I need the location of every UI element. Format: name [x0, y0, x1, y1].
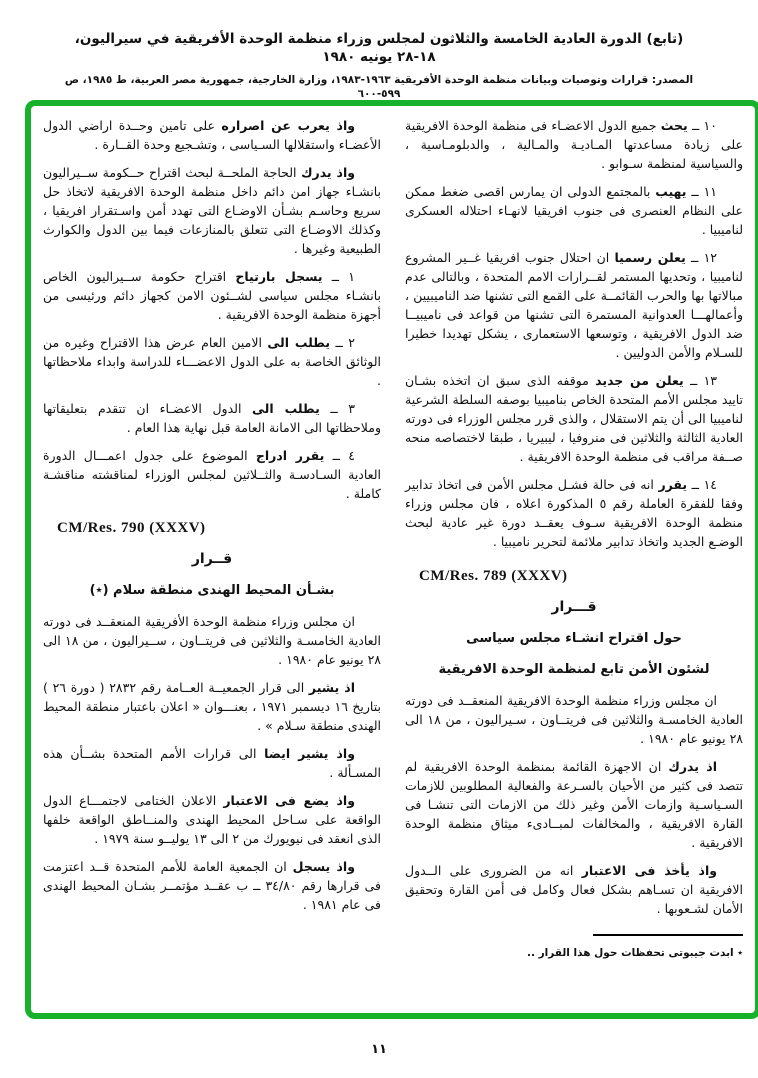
item-lead: واذ يأخذ فى الاعتبار: [581, 863, 717, 878]
item-text: ان الاجهزة القائمة بمنظمة الوحدة الافريقية لم تتصد فى كثير من الأحيان بالسـرعة والفعالية المطلوبين للازمات السـياسـية وازمات الأمن وغير ذلك من الازمات التى تنشـا فى القارة الافريقية ، والمخالفات لمبــادىء ميثاق منظمة الوحدة الافريقية .: [405, 759, 743, 850]
column-left: [43, 116, 381, 1013]
item-text: اقتراح حكومة ســيراليون الخاص بانشـاء مجلس سياسى لشــئون الامن كجهاز دائم ورئيسى من أجهزة منظمة الوحدة الافريقية .: [43, 269, 381, 322]
resolution-reference-790: CM/Res. 790 (XXXV): [57, 520, 206, 536]
item-text: الموضوع على جدول اعمـــال الدورة العادية السـادسـة والثــلاثين لمجلس الوزراء لمناقشته مناقشـة كاملة .: [43, 448, 381, 501]
preamble-paragraph: [43, 857, 381, 914]
resolution-paragraph-12: [405, 248, 743, 362]
preamble-paragraph: [43, 163, 381, 258]
item-text: انه فى حالة فشـل مجلس الأمن فى اتخاذ تدابير وفقا للفقرة العاملة رقم ٥ المذكورة اعلاه ، فان مجلس وزراء منظمة الوحدة الافريقية سـوف يعقــد دورة غير عادية لبحث الوضـع الجديد واتخاذ تدابير ملائمة لتحرير ناميبيا .: [405, 477, 743, 549]
preamble-paragraph: [43, 678, 381, 735]
column-right: [405, 116, 743, 1013]
resolution-reference-789: CM/Res. 789 (XXXV): [419, 568, 568, 584]
item-lead: واذ يضع فى الاعتبار: [223, 793, 355, 808]
resolution-paragraph-14: [405, 475, 743, 551]
item-number: ١١ ــ: [686, 184, 717, 199]
item-lead: يسجل بارتياح: [235, 269, 323, 284]
preamble-paragraph: [405, 691, 743, 748]
page-number: ١١: [371, 1042, 387, 1057]
item-number: ١٠ ــ: [687, 118, 717, 133]
item-number: ٣ ــ: [319, 401, 355, 416]
footnote-separator: [593, 934, 743, 936]
item-text: الى قرارات الأمم المتحدة بشــأن هذه المسـألة .: [43, 746, 381, 780]
resolution-title: قـــرار: [551, 599, 597, 615]
item-lead: اذ يشير: [308, 680, 355, 695]
item-lead: يقرر: [658, 477, 688, 492]
footnote-text: ٭ ابدت جيبوتى تحفظات حول هذا القرار ..: [526, 947, 743, 959]
preamble-paragraph: [405, 861, 743, 918]
header-source-line: المصدر: قرارات وتوصيات وبيانات منظمة الوحدة الأفريقية ١٩٦٣-١٩٨٣، وزارة الخارجية، جمهورية مصر العربية، ط ١٩٨٥، ص ٥٩٩-٦٠٠: [64, 74, 694, 100]
page-header: [55, 30, 703, 101]
item-lead: يعلن من جديد: [595, 373, 684, 388]
item-number: ١٤ ــ: [687, 477, 717, 492]
resolution-paragraph-10: [405, 116, 743, 173]
item-number: ٤ ــ: [324, 448, 355, 463]
preamble-paragraph: [405, 757, 743, 852]
item-lead: يحث: [660, 118, 688, 133]
item-text: انه من الضرورى على الــدول الافريقية ان تسـاهم بشكل فعال وكامل فى أمن القارة وتحقيق الأمان لشـعوبها .: [405, 863, 743, 916]
header-session-line: (تابع) الدورة العادية الخامسة والثلاثون لمجلس وزراء منظمة الوحدة الأفريقية في سيراليون، ١٨-٢٨ يونيه ١٩٨٠: [74, 31, 684, 65]
item-text: على تامين وحــدة اراضي الدول الأعضـاء واستقلالها السـياسى ، وتشـجيع وحدة القــارة .: [43, 118, 381, 152]
item-number: ١٢ ــ: [685, 250, 717, 265]
item-text: بالمجتمع الدولى ان يمارس اقصى ضغط ممكن على النظام العنصرى فى جنوب افريقيا لانهـاء احتلاله العسكرى لناميبيا .: [405, 184, 743, 237]
preamble-paragraph: [43, 744, 381, 782]
resolution-paragraph-4: [43, 446, 381, 503]
item-text: ان الجمعية العامة للأمم المتحدة قــد اعتزمت فى قرارها رقم ٣٤/٨٠ ــ ب عقــد مؤتمــر بشـان المحيط الهندى فى عام ١٩٨١ .: [43, 859, 381, 912]
item-lead: يهيب: [655, 184, 687, 199]
two-column-layout: [43, 116, 743, 1013]
content-frame: [25, 100, 758, 1019]
resolution-paragraph-11: [405, 182, 743, 239]
item-lead: يقرر ادراج: [255, 448, 325, 463]
resolution-paragraph-2: [43, 333, 381, 390]
item-lead: واذ يسجل: [292, 859, 355, 874]
item-text: جميع الدول الاعضـاء فى منظمة الوحدة الافريقية على زيادة مساعدتها المـاديـة والمـالية ، والدبلومـاسية ، والسياسية لمنظمة سـوابو .: [405, 118, 743, 171]
resolution-title: قــرار: [191, 551, 233, 567]
item-text: ان احتلال جنوب افريقيا غــير المشروع لناميبيا ، وتحديها المستمر لقــرارات الامم المتحدة ، وبالتالى عدم مبالاتها بها والحرب القائمــة على القمع التى تشنها ضد الناميبيين ، وأعمالهـــا العدوانية المستمرة التى تشنها من قواعد فى ناميبيــا ضد الدول الافريقية ، وتوسعها الاستعمارى ، يشكل تهديدا خطيرا للسـلام والأمن الدوليين .: [405, 250, 743, 360]
item-number: ١٣ ــ: [683, 373, 718, 388]
preamble-paragraph: [43, 612, 381, 669]
item-text: الاعلان الختامى لاجتمـــاع الدول الواقعة على سـاحل المحيط الهندى والمنــاطق الواقعة خلفها الذى انعقد فى نيويورك من ٢ الى ١٣ يوليــو سنة ١٩٧٩ .: [43, 793, 381, 846]
item-lead: يعلن رسميا: [614, 250, 686, 265]
item-text: موقفه الذى سبق ان اتخذه بشـان تاييد مجلس الأمم المتحدة الخاص بناميبيا بوصفه السلطة الشرعية لناميبيا الى أن يتم الاستقلال ، والذى قرر مجلس الوزراء فى دورته العادية الثالثة والثلاثين فى منروفيا ، ليبيريا ، طبقا لاختصاصه منحه صــفة مراقب فى منظمة الوحدة الافريقية .: [405, 373, 743, 464]
item-lead: واذ يدرك: [301, 165, 356, 180]
resolution-paragraph-3: [43, 399, 381, 437]
item-lead: واذ يعرب عن اصراره: [221, 118, 355, 133]
resolution-paragraph-1: [43, 267, 381, 324]
item-lead: يطلب الى: [252, 401, 320, 416]
item-text: ان مجلس وزراء منظمة الوحدة الافريقية المنعقــد فى دورته العادية الخامسـة والثلاثين فى فريتــاون ، سـيراليون ، من ١٨ الى ٢٨ يونيو عام ١٩٨٠ .: [405, 693, 743, 746]
resolution-paragraph-13: [405, 371, 743, 466]
item-lead: اذ يدرك: [668, 759, 718, 774]
item-text: الامين العام عرض هذا الاقتراح وغيره من الوثائق الخاصة به على الدول الاعضـــاء للدراسة وابداء ملاحظاتها .: [43, 335, 381, 388]
item-text: ان مجلس وزراء منظمة الوحدة الأفريقية المنعقــد فى دورته العادية الخامسـة والثلاثين فى فريتــاون ، ســيراليون ، من ١٨ الى ٢٨ يونيو عام ١٩٨٠ .: [43, 614, 381, 667]
resolution-subtitle: بشـأن المحيط الهندى منطقة سلام (٭): [89, 583, 335, 598]
item-number: ٢ ــ: [330, 335, 355, 350]
item-text: الحاجة الملحــة لبحث اقتراح حــكومة ســيراليون بانشـاء جهاز امن دائم داخل منظمة الوحدة الافريقية لاتخاذ حل سريع وحاسـم بشـأن الاوضـاع التى تهدد أمن واسـتقرار افريقيا ، وكذلك الاوضـاع التى تتعلق بالمنازعات فيما بين الدول والكوارث الطبيعية وغيرها .: [43, 165, 381, 256]
item-number: ١ ــ: [322, 269, 356, 284]
resolution-subtitle-line1: حول اقتراح انشـاء مجلس سياسى: [466, 631, 682, 646]
item-lead: واذ يشير ايضا: [264, 746, 355, 761]
item-text: الدول الاعضـاء ان تتقدم بتعليقاتها وملاحظاتها الى الامانة العامة قبل نهاية هذا العام .: [43, 401, 381, 435]
preamble-paragraph: [43, 791, 381, 848]
preamble-paragraph: [43, 116, 381, 154]
resolution-subtitle-line2: لشئون الأمن تابع لمنظمة الوحدة الافريقية: [438, 662, 710, 677]
item-text: الى قرار الجمعيــة العــامة رقم ٢٨٣٢ ( دورة ٢٦ ) بتاريخ ١٦ ديسمبر ١٩٧١ ، بعنـــوان « اعلان باعتبار منطقة المحيط الهندى منطقة سـلام » .: [43, 680, 381, 733]
item-lead: يطلب الى: [267, 335, 331, 350]
